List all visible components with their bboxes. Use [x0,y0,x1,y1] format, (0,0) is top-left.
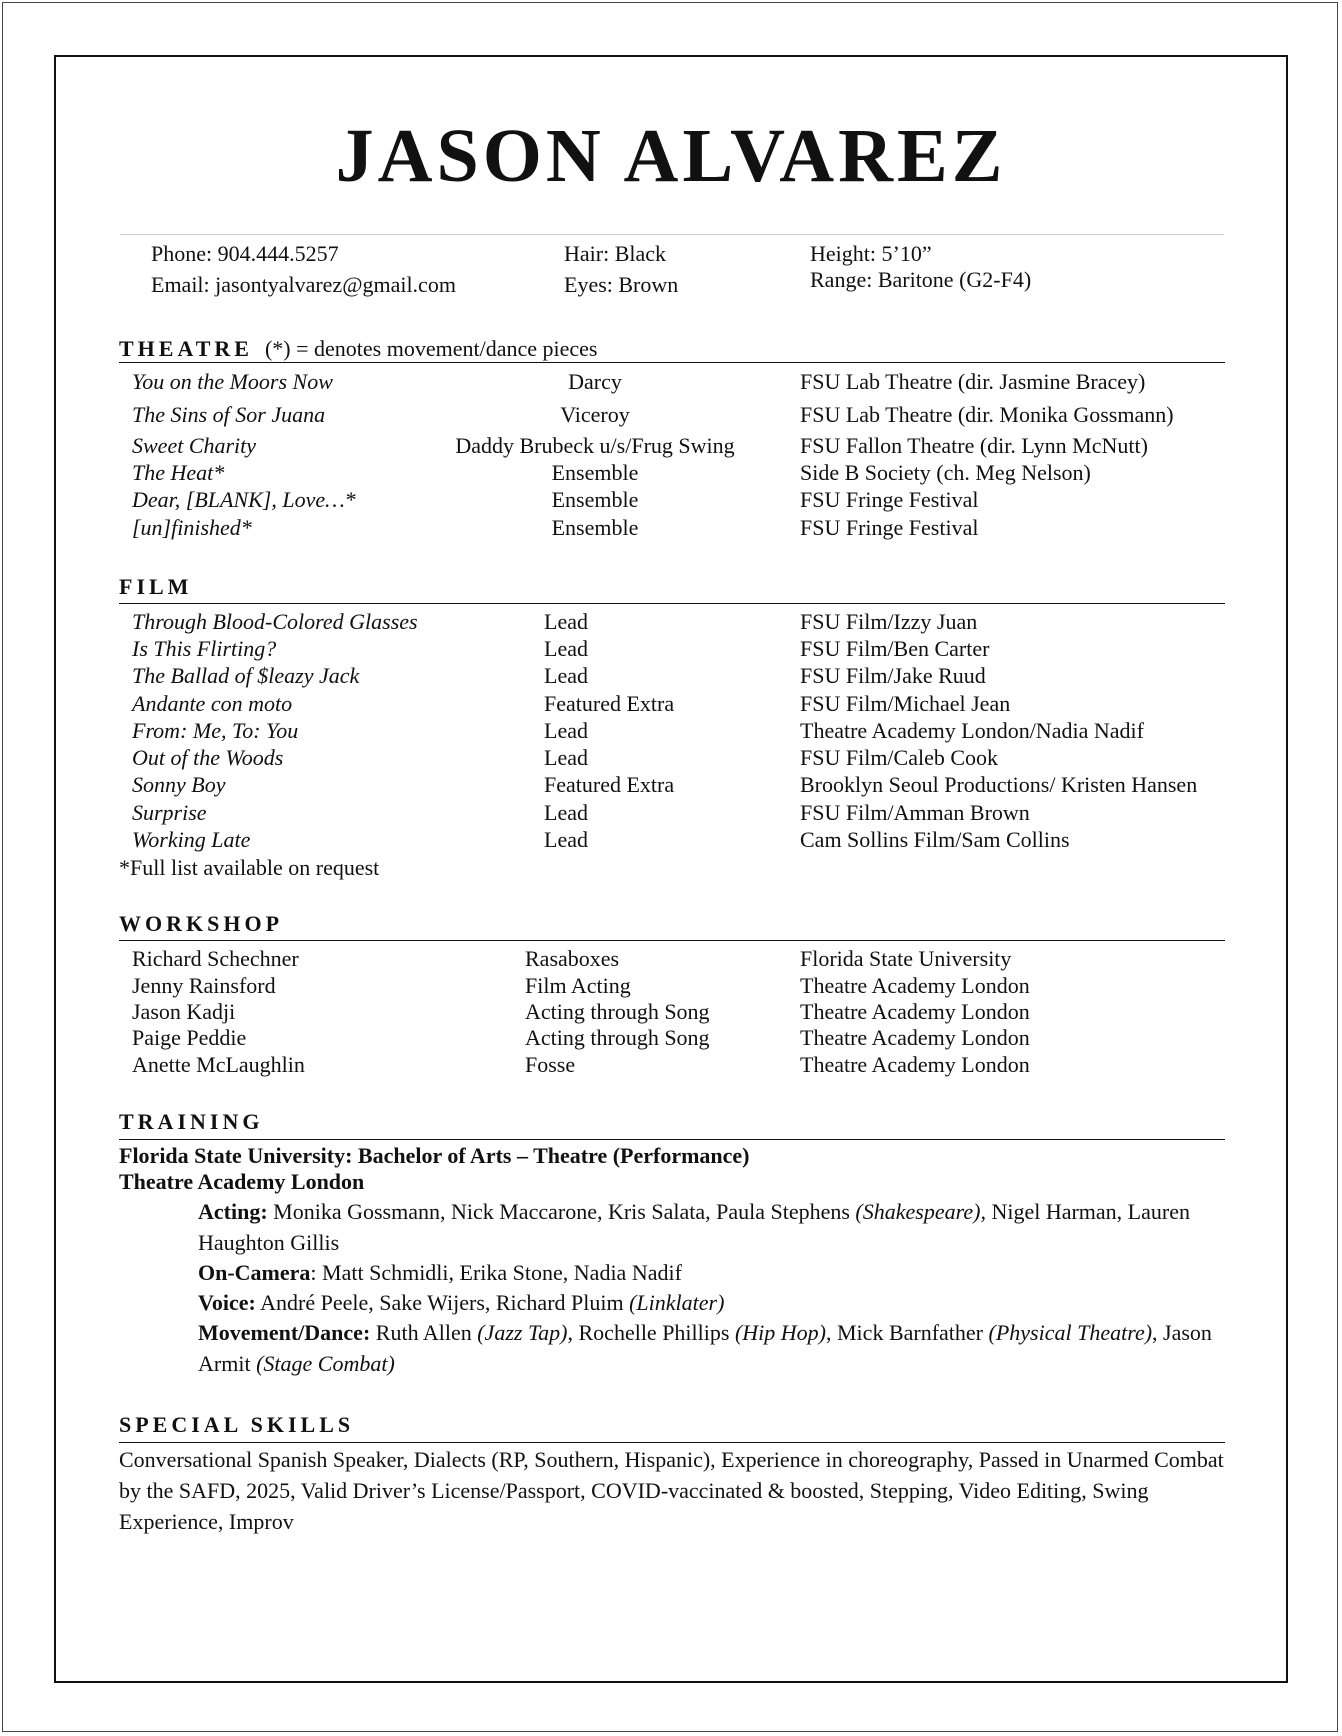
theatre-title-cell: The Heat* [132,460,225,485]
theatre-company-cell: FSU Fringe Festival [800,515,979,540]
theatre-company-cell: Side B Society (ch. Meg Nelson) [800,460,1091,485]
movement-label: Movement/Dance: [198,1320,371,1345]
film-role-cell: Lead [544,663,588,688]
film-title-cell: Through Blood-Colored Glasses [132,609,418,634]
film-title-cell: Working Late [132,827,251,852]
acting-teachers: Monika Gossmann, Nick Maccarone, Kris Salata, Paula Stephens [267,1199,856,1224]
on-camera-label: On-Camera [198,1260,311,1285]
theatre-title-cell: You on the Moors Now [132,369,333,394]
vocal-range: Range: Baritone (G2-F4) [810,267,1032,292]
phone: Phone: 904.444.5257 [151,241,339,266]
voice-label: Voice: [198,1290,256,1315]
training-degree: Florida State University: Bachelor of Arts – Theatre (Performance) [119,1143,750,1168]
skills-rule [119,1442,1225,1443]
training-on-camera [198,1257,1218,1288]
film-company-cell: FSU Film/Jake Ruud [800,663,986,688]
training-rule [119,1139,1225,1140]
theatre-heading [119,336,597,362]
training-acting [198,1196,1218,1258]
theatre-title-cell: Dear, [BLANK], Love…* [132,487,356,512]
workshop-place-cell: Theatre Academy London [800,1025,1030,1050]
movement-note: (Hip Hop) [734,1320,826,1345]
on-camera-teachers: : Matt Schmidli, Erika Stone, Nadia Nadif [310,1260,682,1285]
theatre-role-cell: Darcy [568,369,622,394]
film-role-cell: Lead [544,609,588,634]
film-company-cell: Theatre Academy London/Nadia Nadif [800,718,1144,743]
film-company-cell: FSU Film/Ben Carter [800,636,990,661]
theatre-role-cell: Ensemble [551,515,639,540]
theatre-company-cell: FSU Fringe Festival [800,487,979,512]
resume-name: JASON ALVAREZ [335,114,1007,198]
theatre-role-cell: Daddy Brubeck u/s/Frug Swing [455,433,735,458]
movement-note: (Stage Combat) [256,1351,395,1376]
theatre-title: THEATRE [119,336,253,361]
workshop-subject-cell: Film Acting [525,973,631,998]
film-title-cell: The Ballad of $leazy Jack [132,663,360,688]
theatre-title-cell: Sweet Charity [132,433,257,458]
hair: Hair: Black [564,241,667,266]
workshop-subject-cell: Acting through Song [525,999,710,1024]
theatre-title-cell: [un]finished* [132,515,252,540]
training-title: TRAINING [119,1109,264,1134]
film-role-cell: Lead [544,718,588,743]
workshop-teacher-cell: Anette McLaughlin [132,1052,305,1077]
workshop-subject-cell: Rasaboxes [525,946,620,971]
theatre-company-cell: FSU Lab Theatre (dir. Monika Gossmann) [800,402,1174,427]
header-divider [120,234,1224,235]
movement-teacher: , Jason Armit [198,1320,1212,1376]
theatre-role-cell: Ensemble [551,460,639,485]
film-company-cell: FSU Film/Michael Jean [800,691,1011,716]
theatre-rule [119,362,1225,363]
training-voice [198,1287,1218,1318]
theatre-note: (*) = denotes movement/dance pieces [264,336,598,361]
film-company-cell: FSU Film/Amman Brown [800,800,1030,825]
movement-teacher: , Mick Barnfather [826,1320,989,1345]
film-title-cell: Out of the Woods [132,745,284,770]
movement-teacher: Ruth Allen [370,1320,478,1345]
film-role-cell: Lead [544,636,588,661]
voice-note: (Linklater) [629,1290,725,1315]
skills-text: Conversational Spanish Speaker, Dialects (RP, Southern, Hispanic), Experience in choreography, Passed in Unarmed Combat by the SAFD, 2025, Valid Driver’s License/Passport, COVID-vaccinated & boosted, Stepping, Video Editing, Swing Experience, Improv [119,1447,1224,1534]
theatre-company-cell: FSU Fallon Theatre (dir. Lynn McNutt) [800,433,1148,458]
theatre-title-cell: The Sins of Sor Juana [132,402,326,427]
workshop-place-cell: Florida State University [800,946,1012,971]
film-role-cell: Featured Extra [544,691,675,716]
workshop-subject-cell: Acting through Song [525,1025,710,1050]
movement-note: (Physical Theatre) [988,1320,1153,1345]
workshop-teacher-cell: Paige Peddie [132,1025,247,1050]
film-company-cell: Cam Sollins Film/Sam Collins [800,827,1070,852]
film-role-cell: Lead [544,745,588,770]
acting-note: (Shakespeare), [855,1199,986,1224]
training-school: Theatre Academy London [119,1169,365,1194]
workshop-place-cell: Theatre Academy London [800,973,1030,998]
movement-teacher: , Rochelle Phillips [567,1320,735,1345]
film-company-cell: FSU Film/Izzy Juan [800,609,978,634]
film-title-cell: Is This Flirting? [132,636,277,661]
film-title-cell: Surprise [132,800,207,825]
theatre-role-cell: Viceroy [560,402,630,427]
film-rule [119,603,1225,604]
acting-teachers-more: Nigel Harman, Lauren Haughton Gillis [198,1199,1190,1255]
workshop-title: WORKSHOP [119,911,284,936]
film-title: FILM [119,574,193,599]
film-footnote: *Full list available on request [119,855,380,880]
skills-title: SPECIAL SKILLS [119,1412,355,1437]
workshop-teacher-cell: Richard Schechner [132,946,299,971]
eyes: Eyes: Brown [564,272,679,297]
film-company-cell: FSU Film/Caleb Cook [800,745,999,770]
film-role-cell: Lead [544,800,588,825]
workshop-teacher-cell: Jason Kadji [132,999,236,1024]
film-title-cell: Sonny Boy [132,772,226,797]
height: Height: 5’10” [810,241,932,266]
workshop-place-cell: Theatre Academy London [800,1052,1030,1077]
acting-label: Acting: [198,1199,268,1224]
theatre-role-cell: Ensemble [551,487,639,512]
voice-teachers: André Peele, Sake Wijers, Richard Pluim [255,1290,630,1315]
film-company-cell: Brooklyn Seoul Productions/ Kristen Hansen [800,772,1198,797]
training-movement [198,1317,1220,1379]
film-role-cell: Lead [544,827,588,852]
movement-note: (Jazz Tap) [477,1320,568,1345]
film-role-cell: Featured Extra [544,772,675,797]
email: Email: jasontyalvarez@gmail.com [151,272,456,297]
workshop-subject-cell: Fosse [525,1052,576,1077]
workshop-place-cell: Theatre Academy London [800,999,1030,1024]
workshop-teacher-cell: Jenny Rainsford [132,973,276,998]
film-title-cell: Andante con moto [132,691,293,716]
workshop-rule [119,940,1225,941]
film-title-cell: From: Me, To: You [132,718,299,743]
theatre-company-cell: FSU Lab Theatre (dir. Jasmine Bracey) [800,369,1146,394]
